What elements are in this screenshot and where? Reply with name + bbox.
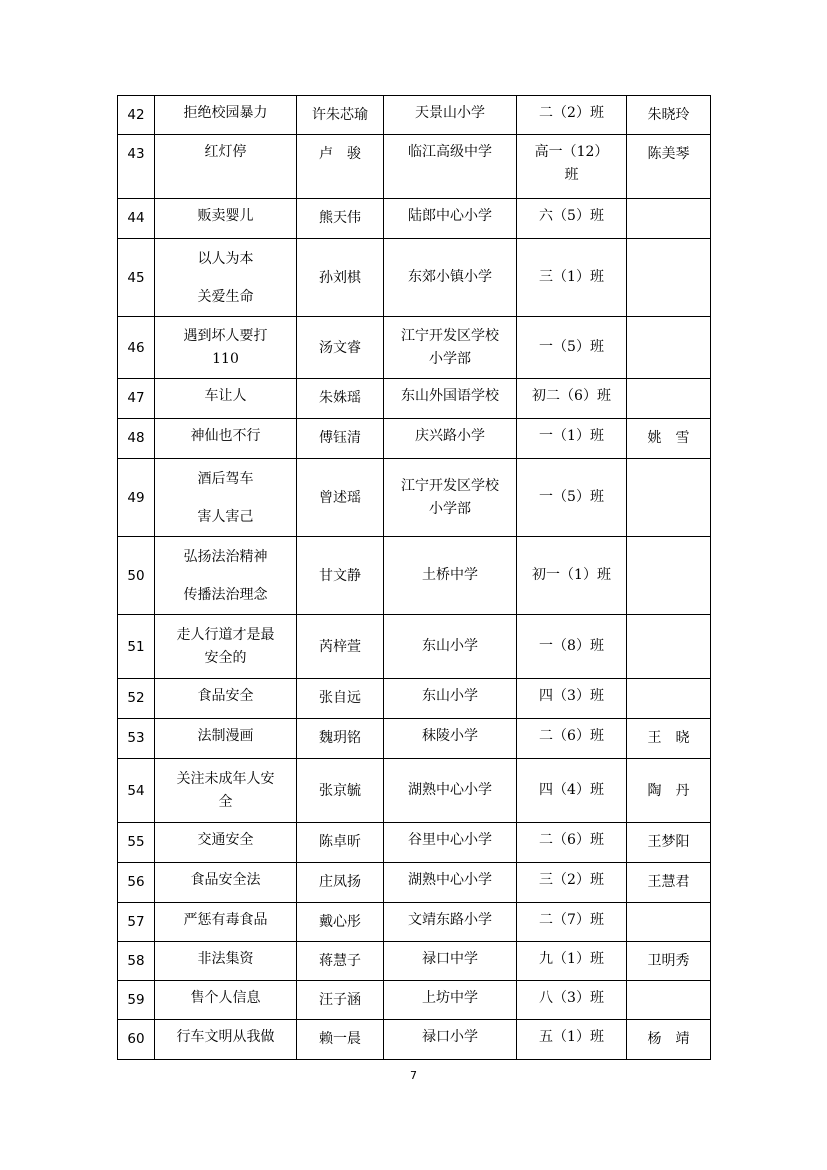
cell-number: 49	[118, 459, 155, 537]
cell-student-name: 汤文睿	[297, 317, 384, 379]
cell-work-title: 严惩有毒食品	[155, 903, 297, 942]
cell-number: 48	[118, 419, 155, 459]
cell-school: 东山小学	[384, 679, 517, 719]
cell-teacher: 王梦阳	[627, 823, 711, 863]
cell-number: 55	[118, 823, 155, 863]
cell-class: 三（1）班	[517, 239, 627, 317]
cell-work-title: 交通安全	[155, 823, 297, 863]
cell-number: 54	[118, 759, 155, 823]
cell-class: 高一（12） 班	[517, 135, 627, 199]
cell-class: 二（6）班	[517, 719, 627, 759]
cell-class: 初一（1）班	[517, 537, 627, 615]
table-row	[118, 459, 711, 537]
cell-number: 52	[118, 679, 155, 719]
cell-school: 江宁开发区学校 小学部	[384, 317, 517, 379]
cell-teacher	[627, 317, 711, 379]
cell-school: 土桥中学	[384, 537, 517, 615]
cell-class: 四（4）班	[517, 759, 627, 823]
cell-school: 天景山小学	[384, 96, 517, 135]
cell-work-title: 拒绝校园暴力	[155, 96, 297, 135]
cell-class: 八（3）班	[517, 981, 627, 1020]
cell-class: 一（8）班	[517, 615, 627, 679]
cell-teacher	[627, 379, 711, 419]
cell-school: 谷里中心小学	[384, 823, 517, 863]
cell-number: 47	[118, 379, 155, 419]
table-row	[118, 419, 711, 459]
cell-work-title: 红灯停	[155, 135, 297, 199]
table-row	[118, 719, 711, 759]
table-row	[118, 135, 711, 199]
cell-teacher: 卫明秀	[627, 942, 711, 981]
cell-work-title: 神仙也不行	[155, 419, 297, 459]
cell-work-title: 非法集资	[155, 942, 297, 981]
cell-number: 42	[118, 96, 155, 135]
cell-number: 57	[118, 903, 155, 942]
cell-student-name: 陈卓昕	[297, 823, 384, 863]
cell-work-title: 车让人	[155, 379, 297, 419]
table-row	[118, 96, 711, 135]
table-row	[118, 863, 711, 903]
cell-number: 56	[118, 863, 155, 903]
cell-number: 45	[118, 239, 155, 317]
table-body	[118, 96, 711, 1060]
cell-student-name: 魏玥铭	[297, 719, 384, 759]
cell-teacher	[627, 199, 711, 239]
cell-teacher: 朱晓玲	[627, 96, 711, 135]
table-row	[118, 199, 711, 239]
cell-work-title: 法制漫画	[155, 719, 297, 759]
cell-student-name: 甘文静	[297, 537, 384, 615]
cell-school: 江宁开发区学校 小学部	[384, 459, 517, 537]
cell-school: 秣陵小学	[384, 719, 517, 759]
cell-teacher	[627, 615, 711, 679]
cell-class: 一（1）班	[517, 419, 627, 459]
cell-student-name: 许朱芯瑜	[297, 96, 384, 135]
cell-school: 文靖东路小学	[384, 903, 517, 942]
cell-school: 临江高级中学	[384, 135, 517, 199]
cell-teacher: 王 晓	[627, 719, 711, 759]
cell-student-name: 戴心彤	[297, 903, 384, 942]
cell-teacher	[627, 239, 711, 317]
cell-school: 东山外国语学校	[384, 379, 517, 419]
cell-student-name: 熊天伟	[297, 199, 384, 239]
table-row	[118, 679, 711, 719]
cell-class: 二（6）班	[517, 823, 627, 863]
cell-student-name: 傅钰清	[297, 419, 384, 459]
cell-class: 五（1）班	[517, 1020, 627, 1060]
cell-work-title: 弘扬法治精神 传播法治理念	[155, 537, 297, 615]
cell-school: 东郊小镇小学	[384, 239, 517, 317]
cell-school: 湖熟中心小学	[384, 863, 517, 903]
cell-class: 一（5）班	[517, 317, 627, 379]
cell-school: 庆兴路小学	[384, 419, 517, 459]
cell-teacher	[627, 981, 711, 1020]
cell-work-title: 酒后驾车 害人害己	[155, 459, 297, 537]
table-row	[118, 823, 711, 863]
cell-class: 三（2）班	[517, 863, 627, 903]
table-row	[118, 981, 711, 1020]
table-row	[118, 1020, 711, 1060]
cell-student-name: 芮梓萱	[297, 615, 384, 679]
table-row	[118, 379, 711, 419]
cell-student-name: 赖一晨	[297, 1020, 384, 1060]
cell-number: 50	[118, 537, 155, 615]
cell-student-name: 蒋慧子	[297, 942, 384, 981]
cell-student-name: 曾述瑶	[297, 459, 384, 537]
cell-teacher: 杨 靖	[627, 1020, 711, 1060]
page-number: 7	[410, 1069, 417, 1082]
cell-teacher: 陈美琴	[627, 135, 711, 199]
cell-school: 上坊中学	[384, 981, 517, 1020]
cell-work-title: 食品安全	[155, 679, 297, 719]
table-row	[118, 759, 711, 823]
cell-work-title: 以人为本 关爱生命	[155, 239, 297, 317]
cell-teacher: 陶 丹	[627, 759, 711, 823]
cell-work-title: 行车文明从我做	[155, 1020, 297, 1060]
cell-class: 九（1）班	[517, 942, 627, 981]
cell-work-title: 贩卖婴儿	[155, 199, 297, 239]
cell-number: 43	[118, 135, 155, 199]
cell-number: 44	[118, 199, 155, 239]
cell-student-name: 张自远	[297, 679, 384, 719]
cell-student-name: 卢 骏	[297, 135, 384, 199]
table-row	[118, 615, 711, 679]
cell-work-title: 走人行道才是最 安全的	[155, 615, 297, 679]
award-table	[117, 95, 711, 1060]
cell-work-title: 食品安全法	[155, 863, 297, 903]
cell-school: 禄口中学	[384, 942, 517, 981]
cell-student-name: 汪子涵	[297, 981, 384, 1020]
table-row	[118, 903, 711, 942]
cell-school: 陆郎中心小学	[384, 199, 517, 239]
cell-class: 二（2）班	[517, 96, 627, 135]
cell-class: 六（5）班	[517, 199, 627, 239]
cell-class: 初二（6）班	[517, 379, 627, 419]
table-row	[118, 239, 711, 317]
cell-student-name: 庄凤扬	[297, 863, 384, 903]
cell-teacher	[627, 459, 711, 537]
cell-student-name: 朱姝瑶	[297, 379, 384, 419]
cell-teacher	[627, 537, 711, 615]
table-row	[118, 942, 711, 981]
cell-student-name: 张京毓	[297, 759, 384, 823]
cell-number: 59	[118, 981, 155, 1020]
cell-teacher: 王慧君	[627, 863, 711, 903]
cell-number: 60	[118, 1020, 155, 1060]
cell-number: 46	[118, 317, 155, 379]
cell-class: 二（7）班	[517, 903, 627, 942]
cell-teacher	[627, 679, 711, 719]
cell-school: 禄口小学	[384, 1020, 517, 1060]
cell-class: 一（5）班	[517, 459, 627, 537]
cell-teacher	[627, 903, 711, 942]
cell-student-name: 孙刘棋	[297, 239, 384, 317]
cell-class: 四（3）班	[517, 679, 627, 719]
cell-school: 东山小学	[384, 615, 517, 679]
cell-work-title: 遇到坏人要打 110	[155, 317, 297, 379]
cell-teacher: 姚 雪	[627, 419, 711, 459]
cell-number: 53	[118, 719, 155, 759]
cell-work-title: 售个人信息	[155, 981, 297, 1020]
cell-number: 58	[118, 942, 155, 981]
table-row	[118, 317, 711, 379]
table-row	[118, 537, 711, 615]
cell-school: 湖熟中心小学	[384, 759, 517, 823]
cell-number: 51	[118, 615, 155, 679]
cell-work-title: 关注未成年人安 全	[155, 759, 297, 823]
